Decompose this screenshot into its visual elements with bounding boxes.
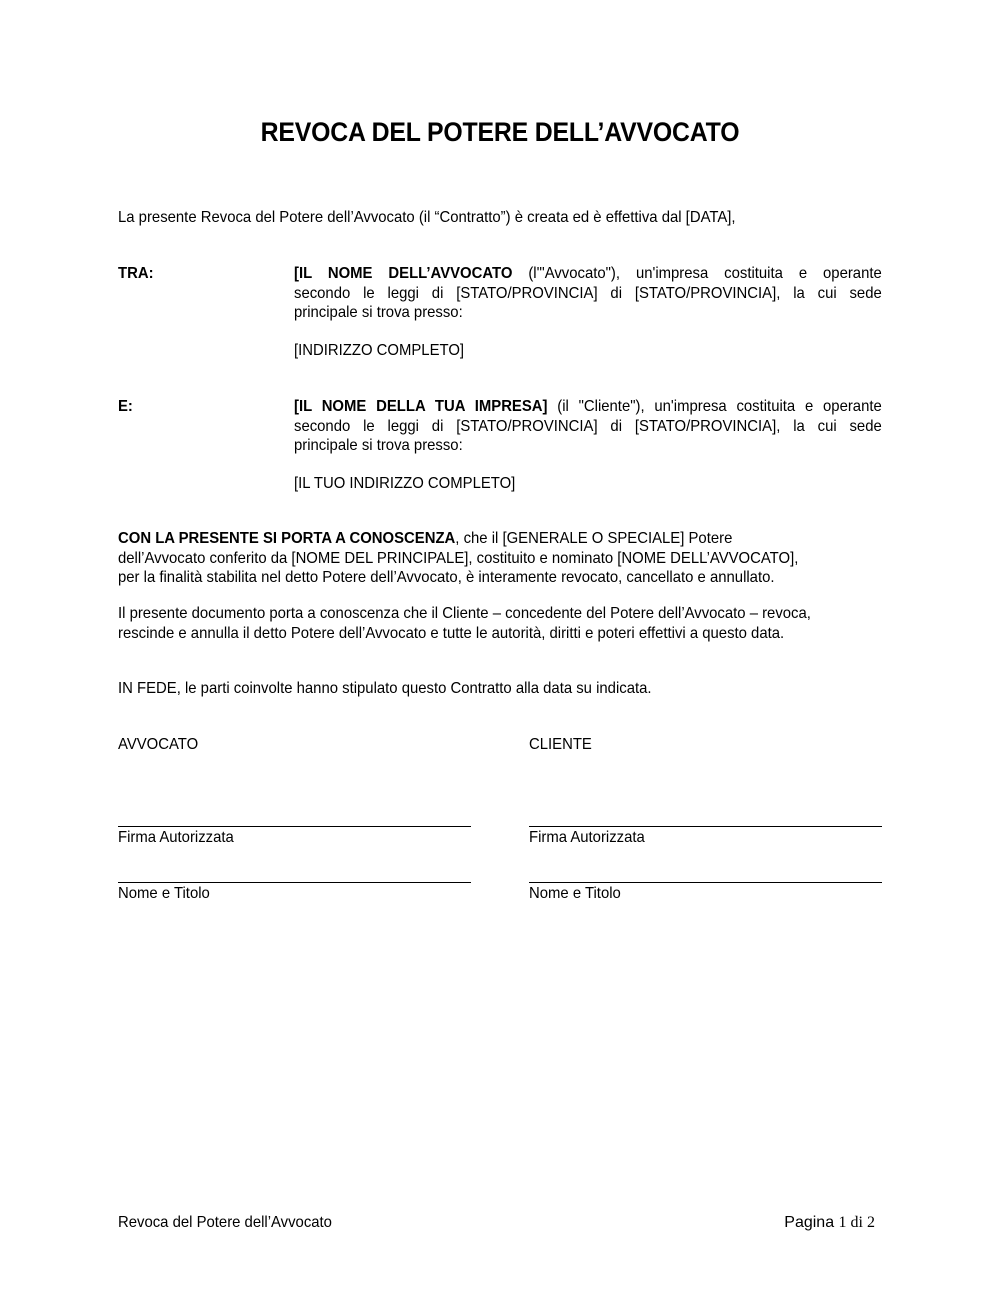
signature-line-attorney[interactable]	[118, 826, 471, 827]
client-name-placeholder: [IL NOME DELLA TUA IMPRESA]	[294, 398, 548, 415]
party-client-line-2: secondo le leggi di [STATO/PROVINCIA] di [STATO/PROVINCIA], la cui sede	[294, 417, 882, 435]
page-current: 1	[838, 1214, 847, 1231]
party-block-client	[294, 397, 882, 493]
signature-heading-client: CLIENTE	[529, 736, 592, 753]
party-client-line-3: principale si trova presso:	[294, 437, 463, 454]
attorney-name-placeholder: [IL NOME DELL’AVVOCATO	[294, 265, 513, 282]
document-title: REVOCA DEL POTERE DELL’AVVOCATO	[260, 117, 740, 147]
footer-page-number: Pagina 1 di 2	[784, 1214, 875, 1231]
name-title-caption-client: Nome e Titolo	[529, 885, 621, 902]
attorney-address-placeholder: [INDIRIZZO COMPLETO]	[294, 341, 465, 359]
name-title-caption-attorney: Nome e Titolo	[118, 885, 210, 902]
revocation-paragraph: Il presente documento porta a conoscenza che il Cliente – concedente del Potere dell’Avvocato – revoca, rescinde e annulla il detto Potere dell’Avvocato e tutte le autorità, diritti e poteri effettivi a questo data.	[118, 605, 811, 642]
witness-paragraph: IN FEDE, le parti coinvolte hanno stipulato questo Contratto alla data su indicata.	[118, 680, 652, 697]
party-client-line-1: [IL NOME DELLA TUA IMPRESA] (il "Cliente"), un'impresa costituita e operante	[294, 398, 882, 415]
signature-caption-attorney: Firma Autorizzata	[118, 829, 234, 846]
signature-caption-client: Firma Autorizzata	[529, 829, 645, 846]
name-title-line-client[interactable]	[529, 882, 882, 883]
notice-paragraph: CON LA PRESENTE SI PORTA A CONOSCENZA, che il [GENERALE O SPECIALE] Potere dell’Avvocato conferito da [NOME DEL PRINCIPALE], costituito e nominato [NOME DELL’AVVOCATO], per la finalità stabilita nel detto Potere dell’Avvocato, è interamente revocato, cancellato e annullato.	[118, 530, 799, 586]
signature-heading-attorney: AVVOCATO	[118, 736, 199, 753]
name-title-line-attorney[interactable]	[118, 882, 471, 883]
party-attorney-line-1: [IL NOME DELL’AVVOCATO (l'"Avvocato"), un'impresa costituita e operante	[294, 265, 882, 282]
party-block-attorney	[294, 264, 882, 360]
signature-line-client[interactable]	[529, 826, 882, 827]
intro-paragraph: La presente Revoca del Potere dell’Avvocato (il “Contratto”) è creata ed è effettiva dal [DATA],	[118, 209, 736, 226]
party-label-e: E:	[118, 398, 133, 415]
party-attorney-line-3: principale si trova presso:	[294, 304, 463, 321]
client-address-placeholder: [IL TUO INDIRIZZO COMPLETO]	[294, 474, 516, 492]
party-attorney-line-2: secondo le leggi di [STATO/PROVINCIA] di [STATO/PROVINCIA], la cui sede	[294, 284, 882, 302]
party-label-tra: TRA:	[118, 265, 154, 282]
footer-document-name: Revoca del Potere dell’Avvocato	[118, 1214, 332, 1231]
page-total: 2	[867, 1214, 875, 1231]
notice-bold-lead: CON LA PRESENTE SI PORTA A CONOSCENZA	[118, 530, 456, 547]
